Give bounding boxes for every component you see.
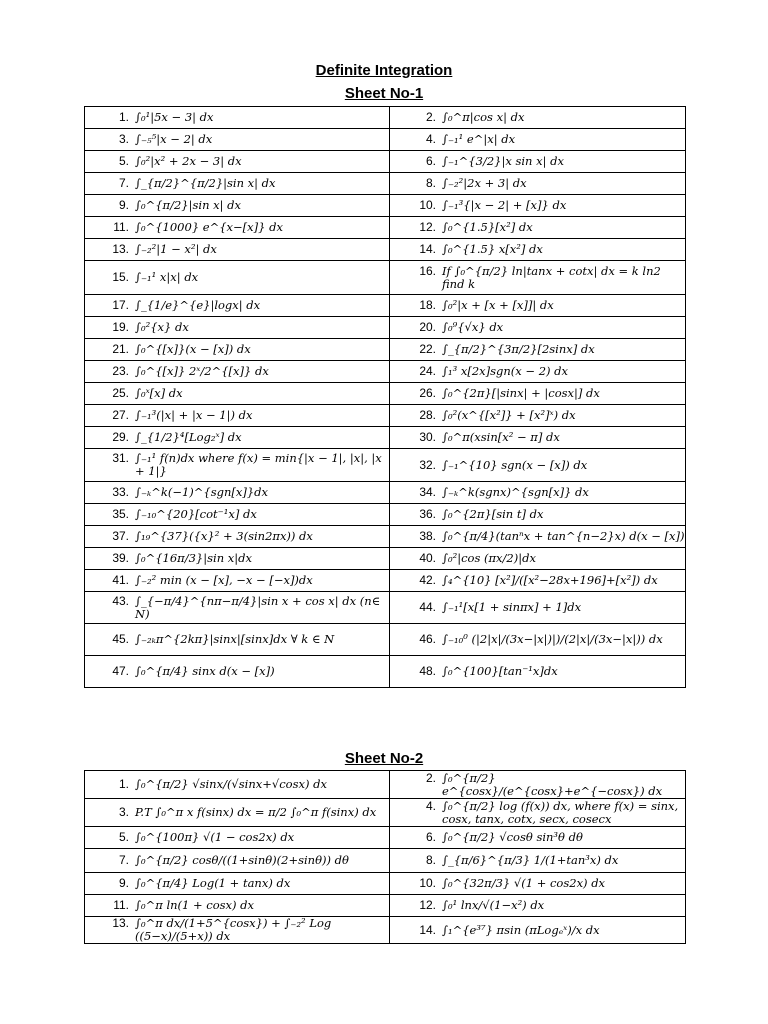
problem-number: 21.	[112, 342, 129, 356]
problem-cell	[85, 827, 390, 849]
problem-number: 19.	[112, 320, 129, 334]
problem-expression: ∫₁^{e³⁷} πsin (πLogₑˣ)/x dx	[442, 922, 600, 937]
problem-number: 4.	[425, 132, 436, 146]
problem-expression: ∫₀^{32π/3} √(1 + cos2x) dx	[442, 876, 606, 890]
problem-expression: ∫₀^{π/4} Log(1 + tanx) dx	[135, 876, 291, 890]
problem-expression: ∫₀^{1000} e^{x−[x]} dx	[135, 220, 283, 234]
problem-cell	[390, 482, 686, 504]
problem-number: 39.	[112, 551, 129, 565]
problem-cell	[85, 427, 390, 449]
problem-number: 46.	[419, 632, 436, 646]
problem-row	[85, 339, 686, 361]
problem-cell	[85, 361, 390, 383]
problem-number: 37.	[112, 529, 129, 543]
problem-row	[85, 895, 686, 917]
problem-cell	[390, 449, 686, 482]
problem-number: 9.	[118, 876, 129, 890]
problem-expression: ∫₀^{2π}[sin t] dx	[442, 507, 544, 521]
problem-number: 11.	[113, 898, 129, 912]
problem-expression: ∫₋₁₀^{20}[cot⁻¹x] dx	[135, 507, 257, 521]
problem-cell	[85, 771, 390, 799]
problem-cell	[85, 917, 390, 944]
problem-expression: ∫₀^{π/2}|sin x| dx	[135, 198, 241, 212]
problem-number: 14.	[419, 242, 436, 256]
problem-row	[85, 129, 686, 151]
problem-number: 31.	[112, 451, 129, 465]
problem-row	[85, 239, 686, 261]
problem-number: 43.	[112, 593, 129, 608]
problem-expression: ∫₋₅⁵|x − 2| dx	[135, 132, 213, 146]
problem-row	[85, 656, 686, 688]
problem-number: 38.	[419, 529, 436, 543]
problem-number: 8.	[425, 853, 436, 867]
problem-cell	[390, 217, 686, 239]
problem-number: 3.	[118, 805, 129, 819]
problem-row	[85, 771, 686, 799]
problem-expression: ∫₀^{1.5}[x²] dx	[442, 220, 533, 234]
problem-expression: ∫₋ₖ^k(sgnx)^{sgn[x]} dx	[442, 485, 589, 499]
problem-number: 12.	[419, 898, 436, 912]
problem-number: 13.	[112, 916, 129, 930]
problem-number: 5.	[118, 830, 129, 844]
problem-cell	[390, 195, 686, 217]
problem-row	[85, 624, 686, 656]
problem-number: 4.	[425, 798, 436, 813]
problem-expression: ∫₀^{100π} √(1 − cos2x) dx	[135, 830, 295, 844]
problem-number: 48.	[419, 664, 436, 678]
problem-number: 2.	[425, 110, 436, 124]
sheet-2-heading: Sheet No-2	[344, 750, 424, 767]
problem-expression: If ∫₀^{π/2} ln|tanx + cotx| dx = k ln2 find k	[442, 263, 661, 291]
problem-cell	[85, 449, 390, 482]
document-title: Definite Integration	[315, 62, 453, 79]
problem-row	[85, 873, 686, 895]
problem-row	[85, 151, 686, 173]
problem-number: 30.	[419, 430, 436, 444]
problem-number: 35.	[112, 507, 129, 521]
problem-row	[85, 107, 686, 129]
problem-row	[85, 526, 686, 548]
problem-cell	[85, 173, 390, 195]
problem-number: 8.	[425, 176, 436, 190]
problem-expression: ∫₀²|cos (πx/2)|dx	[442, 551, 536, 565]
problem-expression: ∫₀^π|cos x| dx	[442, 110, 525, 124]
problem-expression: ∫₋₁¹ x|x| dx	[135, 270, 199, 284]
problem-expression: ∫₀^{π/2} log (f(x)) dx, where f(x) = sinx, cosx, tanx, cotx, secx, cosecx	[442, 798, 679, 826]
problem-cell	[85, 405, 390, 427]
problem-number: 41.	[112, 573, 129, 587]
problem-expression: ∫₀^{π/2} √cosθ sin³θ dθ	[442, 830, 583, 844]
problem-cell	[390, 383, 686, 405]
problem-number: 16.	[419, 263, 436, 278]
problem-number: 11.	[113, 220, 129, 234]
problem-cell	[390, 799, 686, 827]
problem-number: 40.	[419, 551, 436, 565]
problem-expression: ∫₀^π dx/(1+5^{cosx}) + ∫₋₂² Log ((5−x)/(5+x)) dx	[135, 916, 332, 943]
problem-number: 27.	[112, 408, 129, 422]
problem-number: 2.	[425, 770, 436, 785]
problem-expression: ∫₀^{π/4}(tanⁿx + tan^{n−2}x) d(x − [x])	[442, 529, 685, 543]
problem-expression: ∫₀^{[x]}(x − [x]) dx	[135, 342, 251, 356]
problem-number: 6.	[425, 830, 436, 844]
problem-row	[85, 570, 686, 592]
problem-cell	[390, 261, 686, 295]
problem-cell	[85, 317, 390, 339]
problem-cell	[85, 656, 390, 688]
problem-expression: ∫₋₁₀⁰ (|2|x|/(3x−|x|)|)/(2|x|/(3x−|x|)) dx	[442, 632, 663, 646]
problem-cell	[85, 295, 390, 317]
problem-cell	[390, 129, 686, 151]
problem-cell	[85, 239, 390, 261]
problem-expression: ∫₋₂²|1 − x²| dx	[135, 242, 217, 256]
problem-number: 23.	[112, 364, 129, 378]
problem-cell	[390, 295, 686, 317]
problem-row	[85, 548, 686, 570]
problem-expression: ∫_{1/2}⁴[Log₂ˣ] dx	[135, 430, 242, 444]
problem-expression: ∫₋ₖ^k(−1)^{sgn[x]}dx	[135, 485, 269, 499]
sheet-1-table	[84, 106, 686, 688]
problem-row	[85, 195, 686, 217]
problem-row	[85, 592, 686, 624]
problem-cell	[85, 339, 390, 361]
problem-expression: ∫₀^{1.5} x[x²] dx	[442, 242, 543, 256]
problem-expression: ∫₀^{π/4} sinx d(x − [x])	[135, 664, 275, 678]
problem-expression: ∫₀²(x^{[x²]} + [x²]ˣ) dx	[442, 408, 576, 422]
problem-row	[85, 482, 686, 504]
problem-expression: ∫_{π/2}^{3π/2}[2sinx] dx	[442, 342, 595, 356]
problem-row	[85, 449, 686, 482]
sheet-1-heading: Sheet No-1	[344, 85, 424, 102]
problem-expression: ∫₀⁹{√x} dx	[442, 320, 504, 334]
problem-number: 14.	[419, 922, 436, 937]
problem-expression: ∫₀¹ lnx/√(1−x²) dx	[442, 898, 545, 912]
problem-number: 36.	[419, 507, 436, 521]
problem-cell	[390, 173, 686, 195]
problem-cell	[85, 592, 390, 624]
problem-expression: ∫₋₁¹ f(n)dx where f(x) = min{|x − 1|, |x|, |x + 1|}	[135, 451, 382, 478]
problem-expression: ∫₀^{100}[tan⁻¹x]dx	[442, 664, 558, 678]
problem-cell	[390, 361, 686, 383]
problem-cell	[85, 217, 390, 239]
problem-cell	[85, 383, 390, 405]
problem-number: 29.	[112, 430, 129, 444]
problem-expression: ∫₋₁¹ e^|x| dx	[442, 132, 516, 146]
problem-expression: ∫₀ˣ[x] dx	[135, 386, 183, 400]
problem-cell	[85, 799, 390, 827]
problem-number: 13.	[112, 242, 129, 256]
problem-expression: ∫₀²{x} dx	[135, 320, 189, 334]
problem-cell	[390, 873, 686, 895]
problem-cell	[390, 656, 686, 688]
problem-cell	[85, 151, 390, 173]
problem-number: 12.	[419, 220, 436, 234]
problem-number: 18.	[419, 298, 436, 312]
problem-expression: ∫₀^{2π}[|sinx| + |cosx|] dx	[442, 386, 600, 400]
problem-number: 22.	[419, 342, 436, 356]
problem-expression: ∫₀^{[x]} 2ˣ/2^{[x]} dx	[135, 364, 269, 378]
problem-cell	[390, 504, 686, 526]
problem-expression: ∫₁³ x[2x]sgn(x − 2) dx	[442, 364, 569, 378]
problem-number: 34.	[419, 485, 436, 499]
problem-row	[85, 405, 686, 427]
problem-number: 10.	[419, 198, 436, 212]
problem-cell	[390, 107, 686, 129]
problem-number: 7.	[118, 853, 129, 867]
problem-number: 24.	[419, 364, 436, 378]
problem-number: 44.	[419, 600, 436, 614]
problem-number: 17.	[112, 298, 129, 312]
problem-row	[85, 261, 686, 295]
problem-number: 1.	[118, 110, 129, 124]
problem-expression: ∫_{1/e}^{e}|logx| dx	[135, 298, 261, 312]
problem-row	[85, 504, 686, 526]
problem-cell	[85, 849, 390, 873]
problem-cell	[85, 895, 390, 917]
problem-expression: ∫_{−π/4}^{nπ−π/4}|sin x + cos x| dx (n∈ N)	[135, 593, 381, 621]
problem-number: 47.	[112, 664, 129, 678]
problem-expression: ∫₋₁^{10} sgn(x − [x]) dx	[442, 457, 588, 472]
problem-row	[85, 295, 686, 317]
problem-expression: ∫₀^{16π/3}|sin x|dx	[135, 551, 252, 565]
problem-cell	[390, 526, 686, 548]
problem-cell	[390, 239, 686, 261]
problem-number: 5.	[118, 154, 129, 168]
problem-cell	[85, 873, 390, 895]
problem-expression: ∫₋₂²|2x + 3| dx	[442, 176, 527, 190]
problem-cell	[390, 570, 686, 592]
problem-number: 10.	[419, 876, 436, 890]
problem-row	[85, 917, 686, 944]
problem-number: 15.	[112, 270, 129, 284]
problem-expression: ∫₄^{10} [x²]/([x²−28x+196]+[x²]) dx	[442, 573, 658, 587]
problem-cell	[85, 548, 390, 570]
problem-cell	[85, 504, 390, 526]
problem-cell	[85, 129, 390, 151]
problem-number: 9.	[118, 198, 129, 212]
problem-cell	[390, 917, 686, 944]
problem-cell	[390, 895, 686, 917]
problem-row	[85, 383, 686, 405]
problem-number: 3.	[118, 132, 129, 146]
problem-expression: ∫₀^{π/2} √sinx/(√sinx+√cosx) dx	[135, 777, 327, 791]
problem-cell	[85, 107, 390, 129]
problem-expression: ∫₋₁³(|x| + |x − 1|) dx	[135, 408, 253, 422]
problem-cell	[390, 827, 686, 849]
problem-number: 7.	[118, 176, 129, 190]
problem-expression: ∫₀¹|5x − 3| dx	[135, 110, 214, 124]
problem-cell	[390, 151, 686, 173]
problem-cell	[390, 339, 686, 361]
problem-number: 33.	[112, 485, 129, 499]
problem-expression: ∫₀^{π/2} cosθ/((1+sinθ)(2+sinθ)) dθ	[135, 853, 349, 867]
problem-expression: ∫₀²|x + [x + [x]]| dx	[442, 298, 554, 312]
problem-cell	[390, 427, 686, 449]
problem-row	[85, 427, 686, 449]
problem-expression: ∫₀^π ln(1 + cosx) dx	[135, 898, 255, 912]
problem-expression: ∫₋₁³{|x − 2| + [x]} dx	[442, 198, 567, 212]
problem-number: 28.	[419, 408, 436, 422]
problem-expression: ∫₋₁¹[x[1 + sinπx] + 1]dx	[442, 600, 582, 614]
problem-row	[85, 317, 686, 339]
problem-number: 26.	[419, 386, 436, 400]
problem-number: 42.	[419, 573, 436, 587]
problem-number: 32.	[419, 457, 436, 472]
problem-number: 6.	[425, 154, 436, 168]
problem-cell	[85, 526, 390, 548]
problem-cell	[390, 624, 686, 656]
problem-cell	[85, 570, 390, 592]
problem-cell	[390, 849, 686, 873]
problem-expression: ∫₋₂ₖπ^{2kπ}|sinx|[sinx]dx ∀ k ∈ N	[135, 632, 335, 646]
problem-expression: ∫₋₂² min (x − [x], −x − [−x])dx	[135, 573, 313, 587]
sheet-2-table	[84, 770, 686, 944]
problem-expression: ∫₁₉^{37}({x}² + 3(sin2πx)) dx	[135, 529, 313, 543]
problem-number: 25.	[112, 386, 129, 400]
problem-row	[85, 799, 686, 827]
problem-expression: ∫₋₁^{3/2}|x sin x| dx	[442, 154, 564, 168]
problem-cell	[390, 592, 686, 624]
problem-number: 45.	[112, 632, 129, 646]
problem-cell	[390, 548, 686, 570]
problem-expression: ∫_{π/6}^{π/3} 1/(1+tan³x) dx	[442, 853, 619, 867]
problem-number: 1.	[118, 777, 129, 791]
problem-expression: ∫₀²|x² + 2x − 3| dx	[135, 154, 242, 168]
problem-expression: ∫_{π/2}^{π/2}|sin x| dx	[135, 176, 276, 190]
problem-row	[85, 827, 686, 849]
problem-cell	[390, 771, 686, 799]
problem-row	[85, 361, 686, 383]
problem-expression: ∫₀^{π/2} e^{cosx}/(e^{cosx}+e^{−cosx}) dx	[442, 770, 663, 798]
problem-cell	[85, 624, 390, 656]
problem-cell	[390, 405, 686, 427]
problem-row	[85, 849, 686, 873]
problem-expression: P.T ∫₀^π x f(sinx) dx = π/2 ∫₀^π f(sinx) dx	[135, 805, 377, 819]
problem-expression: ∫₀^π(xsin[x² − π] dx	[442, 430, 560, 444]
problem-number: 20.	[419, 320, 436, 334]
problem-cell	[390, 317, 686, 339]
problem-cell	[85, 195, 390, 217]
problem-row	[85, 217, 686, 239]
problem-row	[85, 173, 686, 195]
problem-cell	[85, 261, 390, 295]
problem-cell	[85, 482, 390, 504]
